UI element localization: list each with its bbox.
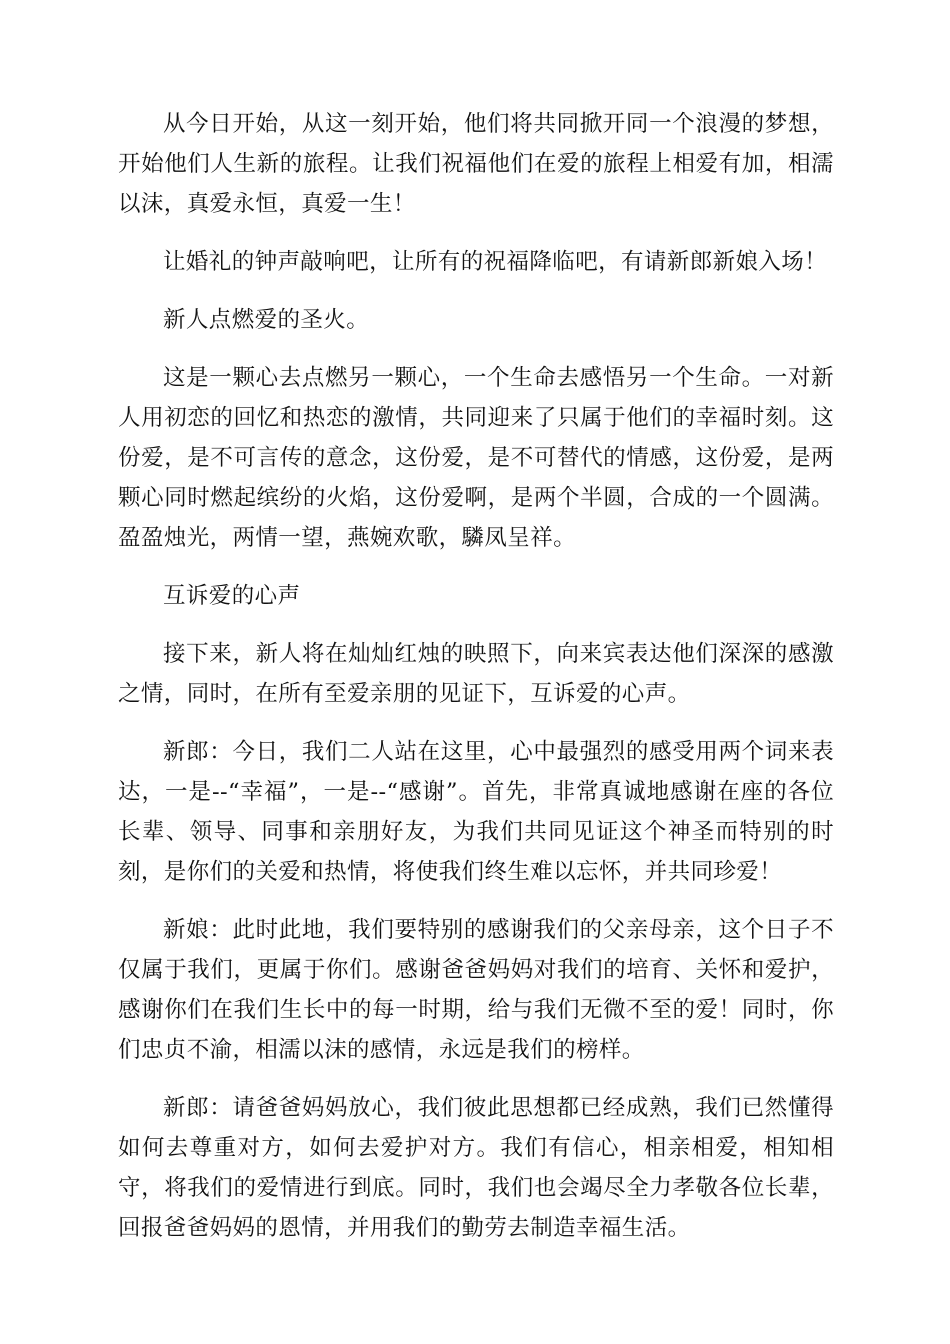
section-heading-sacred-fire: 新人点燃爱的圣火。 bbox=[163, 307, 370, 333]
paragraph-groom-speech-2: 新郎：请爸爸妈妈放心，我们彼此思想都已经成熟，我们已然懂得如何去尊重对方，如何去爱护对方。我们有信心，相亲相爱，相知相守，将我们的爱情进行到底。同时，我们也会竭尽全力孝敬各位长辈，回报爸爸妈妈的恩情，并用我们的勤劳去制造幸福生活。 bbox=[118, 1095, 834, 1241]
paragraph-groom-speech-1: 新郎：今日，我们二人站在这里，心中最强烈的感受用两个词来表达，一是--“幸福”，一是--“感谢”。首先，非常真诚地感谢在座的各位长辈、领导、同事和亲朋好友，为我们共同见证这个神圣而特别的时刻，是你们的关爱和热情，将使我们终生难以忘怀，并共同珍爱！ bbox=[118, 739, 834, 885]
paragraph-opening-blessing: 从今日开始，从这一刻开始，他们将共同掀开同一个浪漫的梦想，开始他们人生新的旅程。让我们祝福他们在爱的旅程上相爱有加，相濡以沫，真爱永恒，真爱一生！ bbox=[118, 111, 834, 217]
document-page bbox=[118, 104, 834, 1266]
paragraph-entrance: 让婚礼的钟声敲响吧，让所有的祝福降临吧，有请新郎新娘入场！ bbox=[163, 249, 828, 275]
section-heading-vows: 互诉爱的心声 bbox=[163, 583, 301, 609]
paragraph-vows-intro: 接下来，新人将在灿灿红烛的映照下，向来宾表达他们深深的感激之情，同时，在所有至爱亲朋的见证下，互诉爱的心声。 bbox=[118, 641, 834, 707]
paragraph-sacred-fire: 这是一颗心去点燃另一颗心，一个生命去感悟另一个生命。一对新人用初恋的回忆和热恋的激情，共同迎来了只属于他们的幸福时刻。这份爱，是不可言传的意念，这份爱，是不可替代的情感，这份爱，是两颗心同时燃起缤纷的火焰，这份爱啊，是两个半圆，合成的一个圆满。盈盈烛光，两情一望，燕婉欢歌，驎凤呈祥。 bbox=[118, 365, 834, 551]
paragraph-bride-speech: 新娘：此时此地，我们要特别的感谢我们的父亲母亲，这个日子不仅属于我们，更属于你们。感谢爸爸妈妈对我们的培育、关怀和爱护，感谢你们在我们生长中的每一时期，给与我们无微不至的爱！同时，你们忠贞不渝，相濡以沫的感情，永远是我们的榜样。 bbox=[118, 917, 834, 1063]
